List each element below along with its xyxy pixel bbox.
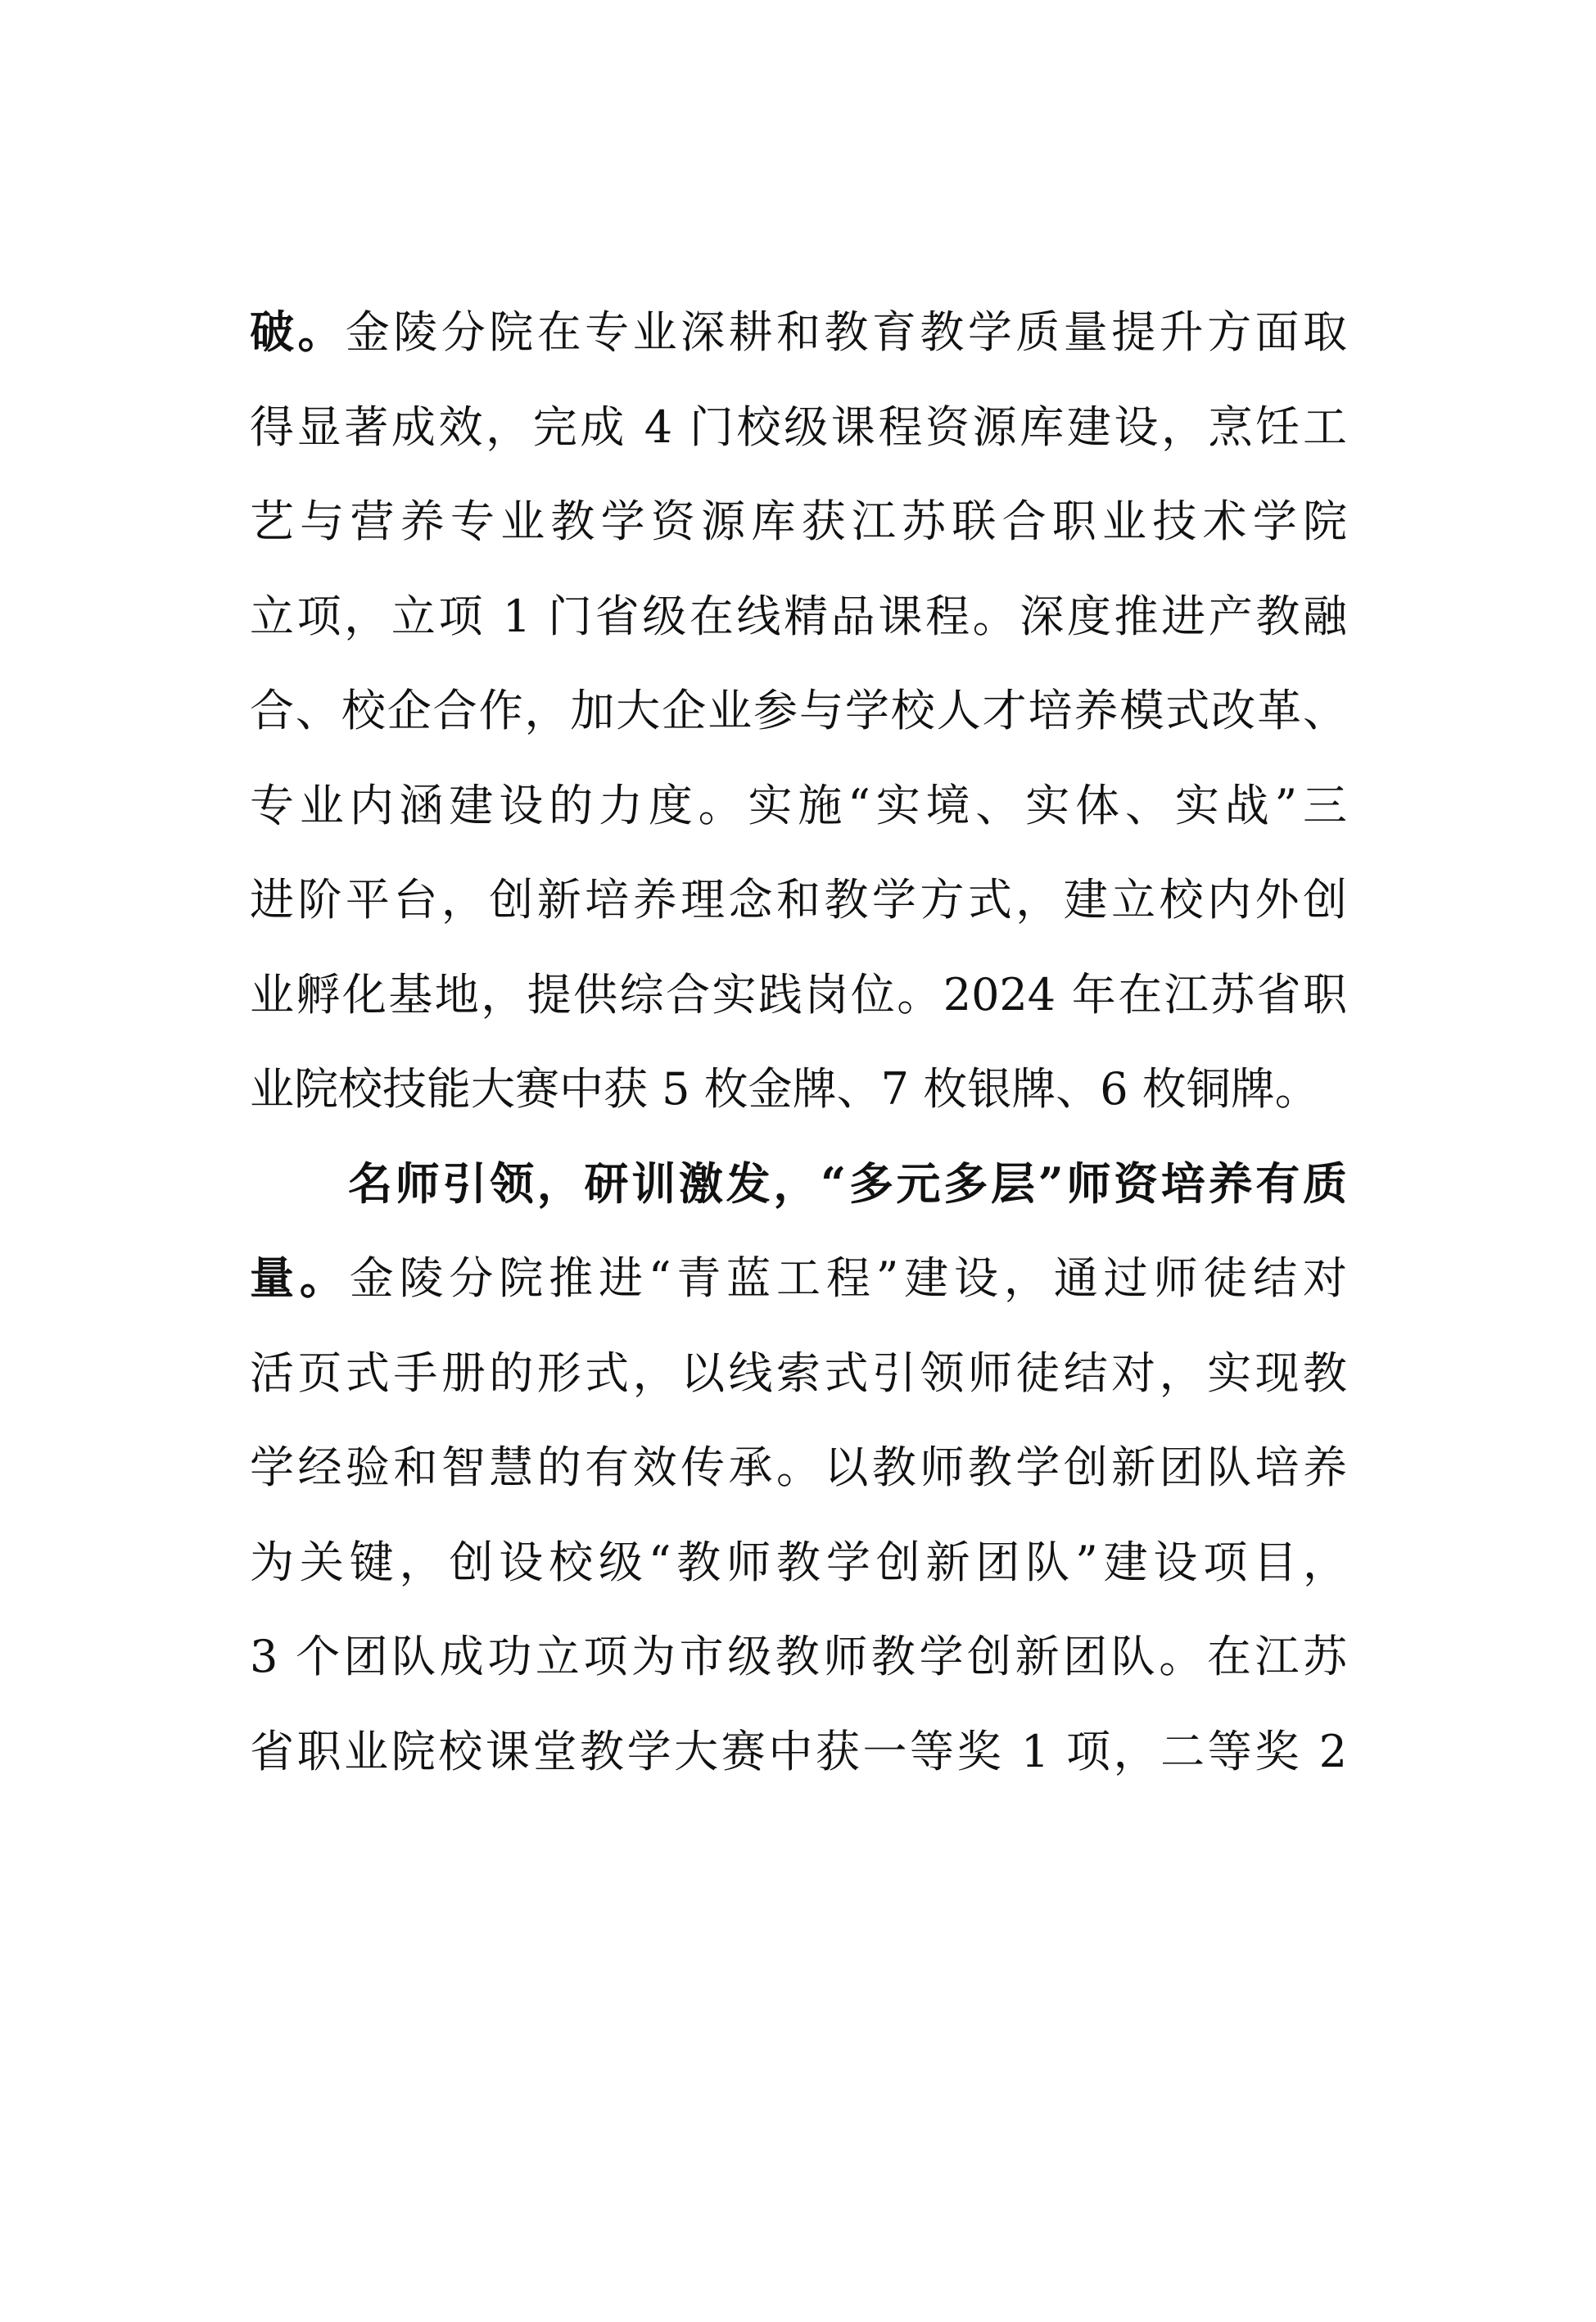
text-line [250,474,1347,569]
line-text: 得显著成效，完成 4 门校级课程资源库建设，烹饪工 [250,401,1347,453]
bold-heading: 名师引领，研训激发，“多元多层”师资培养有质 [348,1156,1347,1210]
bold-lead: 量。 [250,1252,350,1304]
text-line [250,569,1347,664]
line-text: 省职业院校课堂教学大赛中获一等奖 1 项，二等奖 2 [250,1725,1347,1777]
text-line [250,1042,1347,1137]
text-line [250,1609,1347,1704]
text-line [250,853,1347,948]
text-line [250,948,1347,1043]
line-text: 专业内涵建设的力度。实施“实境、实体、实战”三 [250,779,1347,831]
paragraph-heading-line [250,1137,1347,1232]
line-text: 金陵分院在专业深耕和教育教学质量提升方面取 [345,306,1348,358]
line-text: 业院校技能大赛中获 5 枚金牌、7 枚银牌、6 枚铜牌。 [250,1063,1319,1115]
line-text: 立项，立项 1 门省级在线精品课程。深度推进产教融 [250,590,1347,642]
line-text: 合、校企合作，加大企业参与学校人才培养模式改革、 [250,685,1347,736]
text-line [250,285,1347,380]
line-text: 进阶平台，创新培养理念和教学方式，建立校内外创 [250,874,1347,926]
line-text: 金陵分院推进“青蓝工程”建设，通过师徒结对 [349,1252,1348,1304]
document-body [250,285,1347,1799]
line-text: 业孵化基地，提供综合实践岗位。2024 年在江苏省职 [250,968,1347,1021]
text-line [250,1704,1347,1799]
bold-lead: 破。 [250,306,346,358]
line-text: 3 个团队成功立项为市级教师教学创新团队。在江苏 [250,1631,1347,1682]
text-line [250,1326,1347,1421]
text-line [250,663,1347,758]
line-text: 为关键，创设校级“教师教学创新团队”建设项目， [250,1536,1347,1588]
line-text: 学经验和智慧的有效传承。以教师教学创新团队培养 [250,1442,1347,1493]
text-line [250,380,1347,475]
text-line [250,1420,1347,1515]
line-text: 活页式手册的形式，以线索式引领师徒结对，实现教 [250,1347,1347,1399]
text-line [250,1231,1347,1326]
text-line [250,1515,1347,1610]
text-line [250,758,1347,853]
line-text: 艺与营养专业教学资源库获江苏联合职业技术学院 [250,496,1347,547]
